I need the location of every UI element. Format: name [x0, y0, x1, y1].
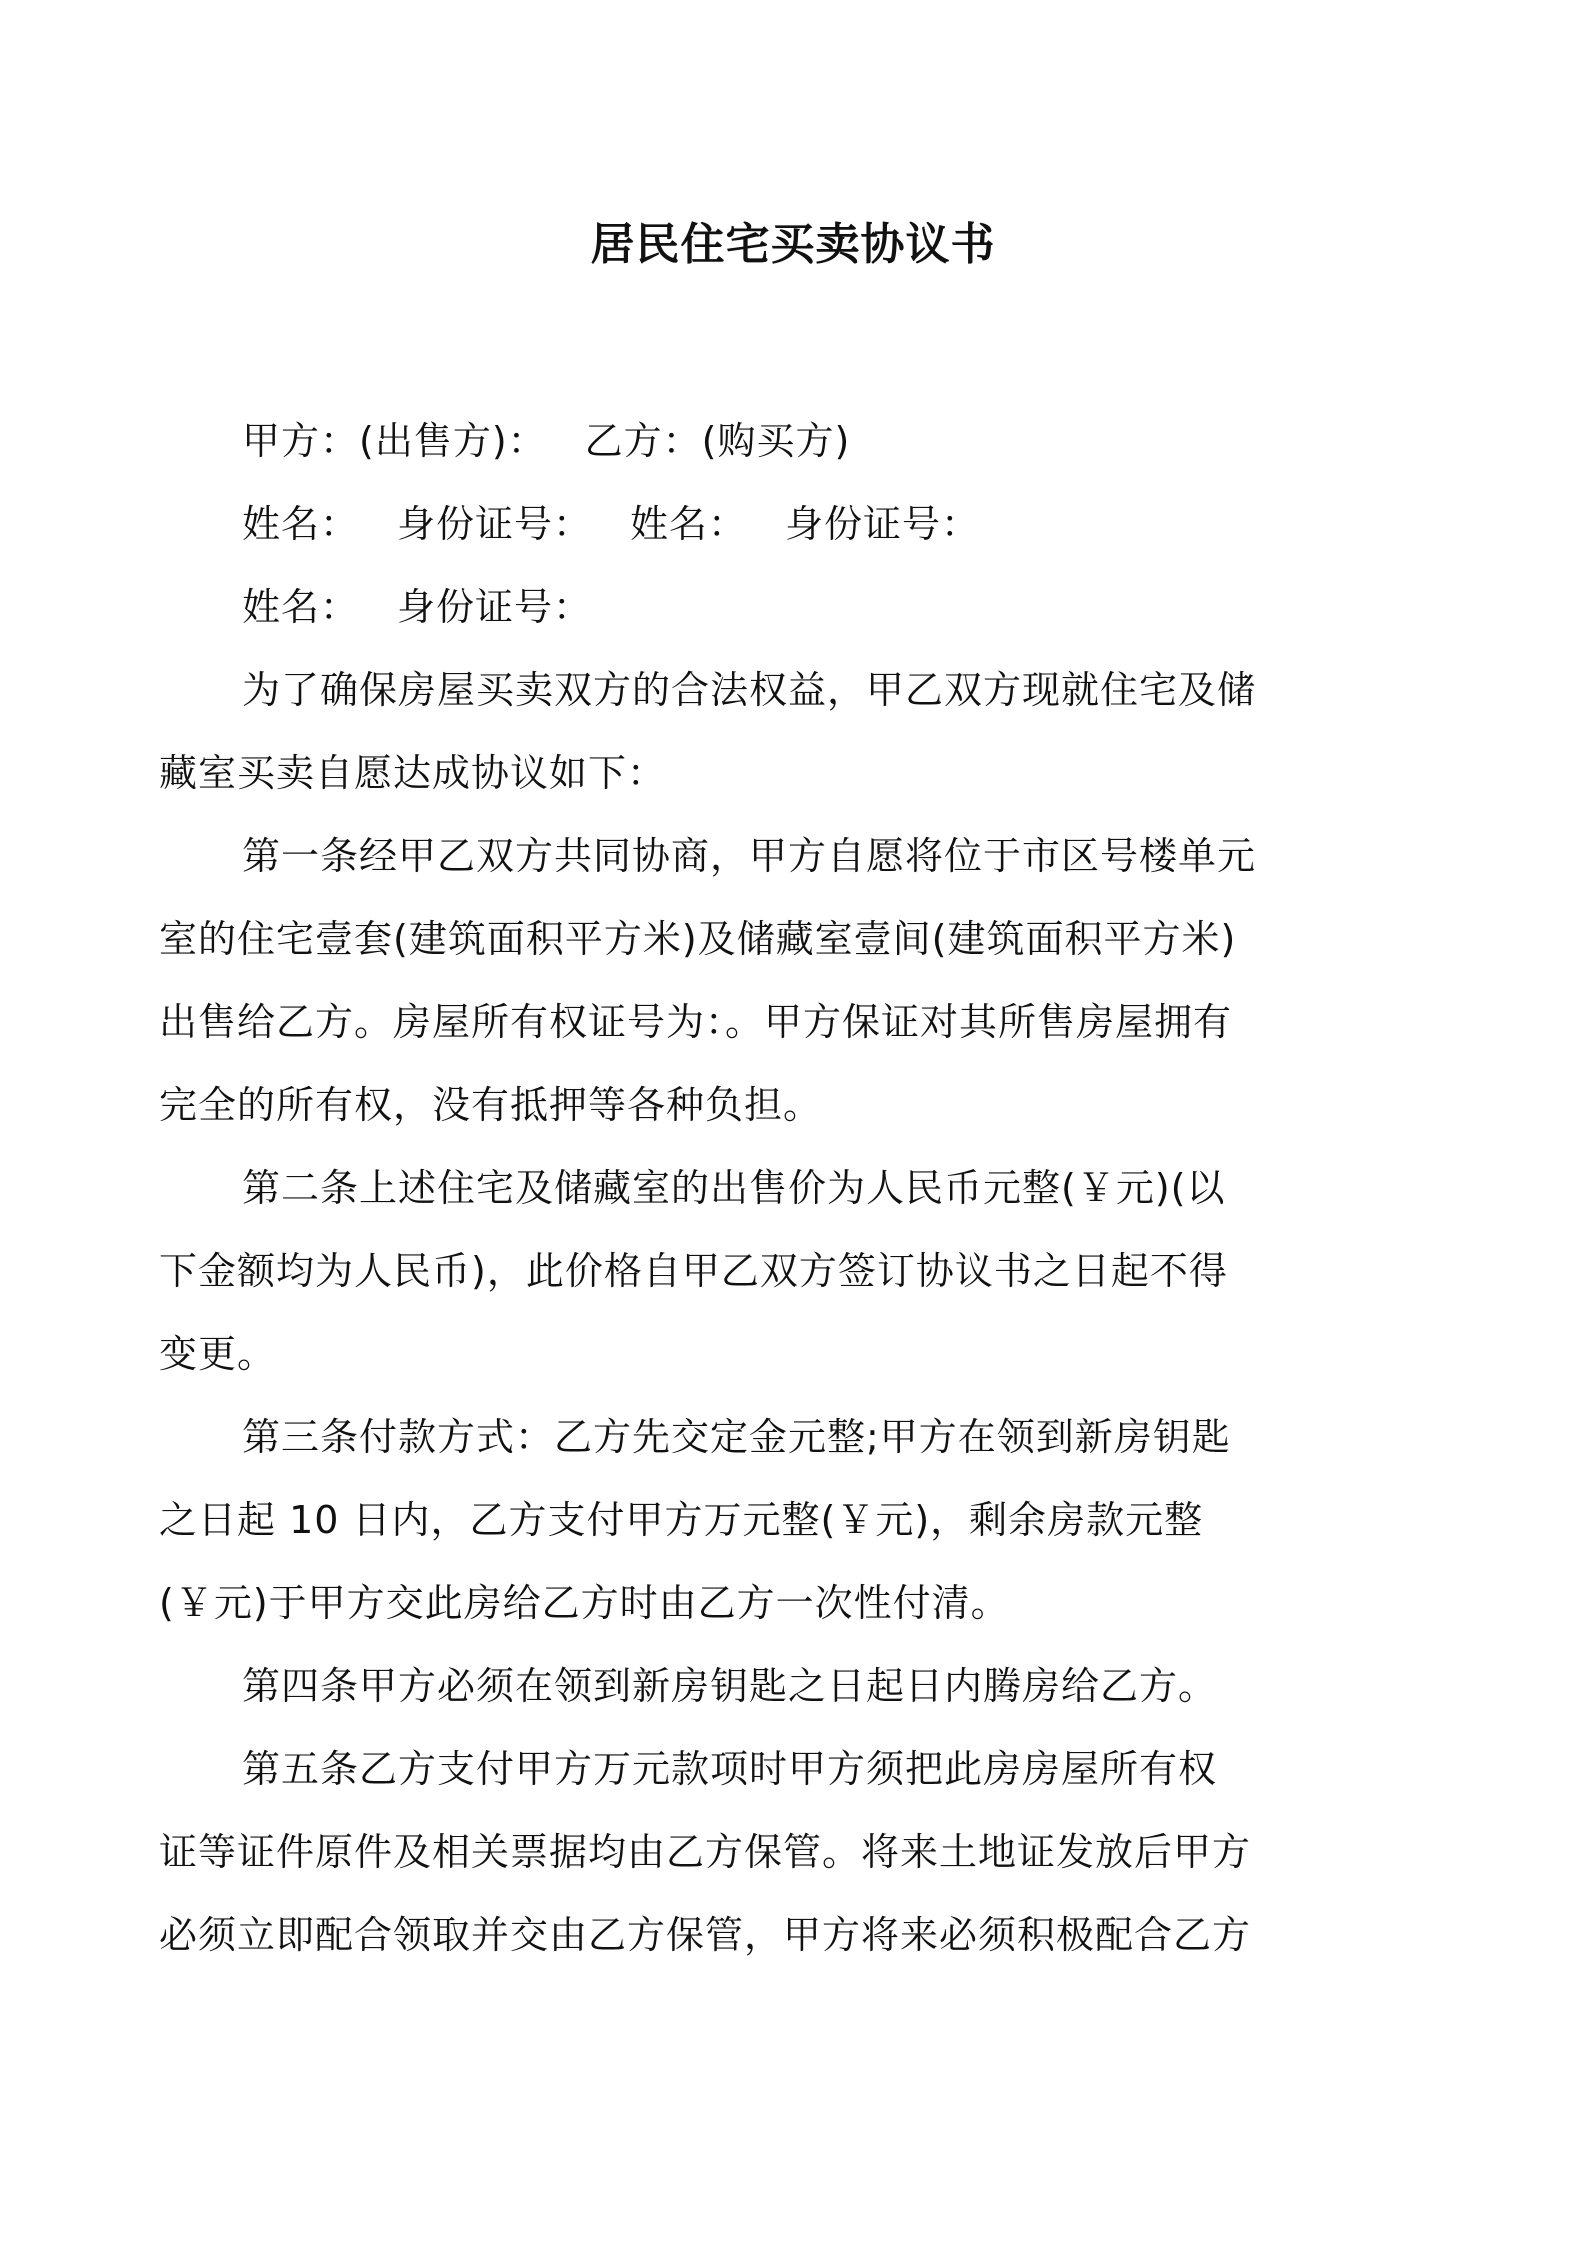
- paragraph-line: 第二条上述住宅及储藏室的出售价为人民币元整(￥元)(以: [242, 1166, 1226, 1210]
- paragraph-line: 第五条乙方支付甲方万元款项时甲方须把此房房屋所有权: [242, 1747, 1218, 1791]
- id-label-b: 身份证号：: [785, 502, 981, 546]
- article-4-paragraph: [242, 1645, 1352, 1728]
- document-title: 居民住宅买卖协议书: [590, 219, 996, 270]
- document-body: [159, 400, 1352, 1977]
- id-label-a: 身份证号：: [397, 502, 593, 546]
- party-a-label: 甲方：(出售方)：: [242, 419, 547, 463]
- name-label-a: 姓名：: [242, 502, 360, 546]
- name-label: 姓名：: [242, 585, 360, 629]
- intro-paragraph: [159, 649, 1352, 815]
- paragraph-line: 出售给乙方。房屋所有权证号为：。甲方保证对其所售房屋拥有: [159, 1000, 1233, 1044]
- paragraph-line: (￥元)于甲方交此房给乙方时由乙方一次性付清。: [159, 1581, 1010, 1625]
- identity-line-2: [242, 566, 1352, 649]
- article-3-paragraph: [159, 1396, 1352, 1645]
- paragraph-line: 第一条经甲乙双方共同协商，甲方自愿将位于市区号楼单元: [242, 834, 1257, 878]
- parties-line: [242, 400, 1352, 483]
- paragraph-line: 为了确保房屋买卖双方的合法权益，甲乙双方现就住宅及储: [242, 668, 1257, 712]
- paragraph-line: 变更。: [159, 1332, 277, 1376]
- paragraph-line: 必须立即配合领取并交由乙方保管，甲方将来必须积极配合乙方: [159, 1913, 1252, 1957]
- name-label-b: 姓名：: [630, 502, 748, 546]
- paragraph-line: 之日起 10 日内，乙方支付甲方万元整(￥元)，剩余房款元整: [159, 1498, 1204, 1542]
- article-1-paragraph: [159, 815, 1352, 1147]
- party-b-label: 乙方：(购买方): [584, 419, 851, 463]
- paragraph-line: 下金额均为人民币)，此价格自甲乙双方签订协议书之日起不得: [159, 1249, 1228, 1293]
- paragraph-line: 完全的所有权，没有抵押等各种负担。: [159, 1083, 823, 1127]
- id-label: 身份证号：: [397, 585, 593, 629]
- paragraph-line: 藏室买卖自愿达成协议如下：: [159, 751, 667, 795]
- article-2-paragraph: [159, 1147, 1352, 1396]
- paragraph-line: 第四条甲方必须在领到新房钥匙之日起日内腾房给乙方。: [242, 1664, 1218, 1708]
- paragraph-line: 第三条付款方式：乙方先交定金元整;甲方在领到新房钥匙: [242, 1415, 1231, 1459]
- article-5-paragraph: [159, 1728, 1352, 1977]
- paragraph-line: 证等证件原件及相关票据均由乙方保管。将来土地证发放后甲方: [159, 1830, 1252, 1874]
- identity-line-1: [242, 483, 1352, 566]
- paragraph-line: 室的住宅壹套(建筑面积平方米)及储藏室壹间(建筑面积平方米): [159, 917, 1237, 961]
